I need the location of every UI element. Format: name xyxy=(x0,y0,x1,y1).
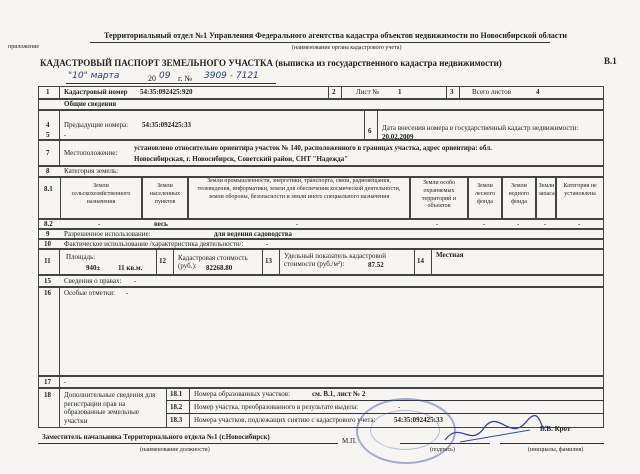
cat-value-2: весь xyxy=(154,220,168,228)
cat-value-3: - xyxy=(296,220,299,228)
org-title: Территориальный отдел №1 Управления Федерального агентства кадастра объектов недвижимости по Новосибирской области xyxy=(104,31,568,40)
row-13-num: 13 xyxy=(265,257,272,265)
general-row xyxy=(38,99,604,110)
cat-value-4: - xyxy=(436,220,439,228)
date-label: 20 xyxy=(148,74,156,83)
row-5-value: - xyxy=(64,131,67,139)
row-16-num: 16 xyxy=(44,289,51,297)
total-value: 4 xyxy=(536,88,540,96)
r182-label: Номер участка, преобразованного в результате выдела: xyxy=(194,403,359,411)
sheet-value: 1 xyxy=(398,88,402,96)
row-18-3-num: 18.3 xyxy=(170,416,183,424)
row-7-num: 7 xyxy=(46,149,50,157)
cad-label: Кадастровый номер xyxy=(64,88,128,96)
area-value: 940± xyxy=(86,264,101,272)
form-code: В.1 xyxy=(604,56,617,66)
doc-title: КАДАСТРОВЫЙ ПАСПОРТ ЗЕМЕЛЬНОГО УЧАСТКА (выписка из государственного кадастра недвижимости) xyxy=(40,58,502,68)
cat-value-8: - xyxy=(578,220,581,228)
cat-col-8: Категория не установлена xyxy=(563,183,597,198)
row-15 xyxy=(38,275,604,287)
cost-label: Кадастровая стоимость (руб.): xyxy=(178,254,248,271)
mp-label: М.П. xyxy=(342,437,357,445)
number-hand: 3909 - 7121 xyxy=(204,71,259,81)
total-label: Всего листов xyxy=(472,88,512,96)
cat-col-5: Земли лесного фонда xyxy=(475,183,495,206)
cat-col-3: Земли промышленности, энергетики, транспорта, связи, радиовещания, телевидения, информатики, земли для обеспечения космической деятельности, земли обороны, безопасности и земли иного специального назначения xyxy=(197,178,401,200)
row-18-num: 18 xyxy=(44,391,51,399)
row-17-num: 17 xyxy=(44,378,51,386)
loc-value-1: установлено относительно ориентира участок № 140, расположенного в границах участка, адрес ориентира: обл. xyxy=(134,144,492,152)
general-title: Общие сведения xyxy=(64,100,117,108)
date-day-hand: "10" марта xyxy=(68,71,120,81)
sign-caption: (подпись) xyxy=(430,447,455,453)
signer-name: В.В. Крот xyxy=(540,425,571,433)
date-underline xyxy=(66,83,276,84)
cat-label: Категория земель: xyxy=(64,167,119,175)
row-11-num: 11 xyxy=(44,257,51,265)
date-year-hand: 09 xyxy=(159,71,171,81)
row-6-num-cell xyxy=(364,110,378,140)
row-5-num: 5 xyxy=(46,131,50,139)
r181-label: Номера образованных участков: xyxy=(194,390,291,398)
row-16 xyxy=(38,287,604,376)
name-caption: (инициалы, фамилия) xyxy=(528,447,584,453)
cat-value-1: - xyxy=(98,220,101,228)
spec-label: Удельный показатель кадастровой стоимости (руб./м²): xyxy=(284,252,387,269)
org-underline xyxy=(90,42,550,43)
signer-caption: (наименование должности) xyxy=(140,447,210,453)
sheet-label: Лист № xyxy=(356,88,380,96)
cat-col-2: Земли населенных пунктов xyxy=(149,183,181,206)
row-16-num-cell xyxy=(38,287,60,376)
row-14-value: Местная xyxy=(436,251,464,259)
r183-value: 54:35:092425:33 xyxy=(394,416,443,424)
area-tol: 11 кв.м. xyxy=(118,264,143,272)
prev-label: Предыдущие номера: xyxy=(64,121,129,129)
org-caption: (наименование органа кадастрового учета) xyxy=(292,45,402,51)
row-3-num: 3 xyxy=(450,88,454,96)
cat-value-6: - xyxy=(517,220,520,228)
r182-value: - xyxy=(398,403,401,411)
cat-col-4: Земли особо охраняемых территорий и объектов xyxy=(421,180,457,210)
notes-value: - xyxy=(126,289,129,297)
prev-value: 54:35:092425:33 xyxy=(142,121,191,129)
date-entry-value: 20.02.2009 xyxy=(382,133,414,141)
spec-value: 87.52 xyxy=(368,261,384,269)
area-label: Площадь: xyxy=(66,253,96,261)
loc-value-2: Новосибирская, г. Новосибирск, Советский район, СНТ "Надежда" xyxy=(134,155,349,163)
fact-use-label: Фактическое использование /характеристика деятельности/: xyxy=(64,240,244,248)
row-17 xyxy=(38,376,604,388)
notes-label: Особые отметки: xyxy=(64,289,115,297)
cost-value: 82268.80 xyxy=(206,264,233,272)
signer-title: Заместитель начальника Территориального отдела №1 (г.Новосибирск) xyxy=(42,433,270,441)
row-18-1-num: 18.1 xyxy=(170,390,183,398)
cat-col-1: Земли сельскохозяйственного назначения xyxy=(71,183,131,206)
row-12-num: 12 xyxy=(159,257,166,265)
signature-scribble xyxy=(440,412,550,452)
row-4-num: 4 xyxy=(46,121,50,129)
extra-label: Дополнительные сведения для регистрации прав на образованные земельные участки xyxy=(64,391,156,425)
fact-use-value: - xyxy=(266,240,269,248)
row-17-value: - xyxy=(64,378,67,386)
date-entry-label: Дата внесения номера в государственный кадастр недвижимости: xyxy=(382,124,579,132)
row-6-num: 6 xyxy=(368,127,372,135)
cad-value: 54:35:092425:920 xyxy=(140,88,193,96)
perm-use-label: Разрешенное использование: xyxy=(64,230,151,238)
signer-underline xyxy=(38,443,338,444)
row-18-2-num: 18.2 xyxy=(170,403,183,411)
corner-note: приложение xyxy=(8,44,40,50)
row-8-num: 8 xyxy=(46,167,50,175)
row-8-2-num: 8.2 xyxy=(44,220,53,228)
rights-label: Сведения о правах: xyxy=(64,277,122,285)
row-10-num: 10 xyxy=(44,240,51,248)
row-2-num: 2 xyxy=(332,88,336,96)
cat-col-6: Земли водного фонда xyxy=(508,183,530,206)
row-9-num: 9 xyxy=(46,230,50,238)
row-15-num: 15 xyxy=(44,277,51,285)
perm-use-value: для ведения садоводства xyxy=(214,230,293,238)
row-1-num: 1 xyxy=(46,88,50,96)
cat-col-7: Земли запаса xyxy=(538,183,555,198)
cat-value-5: - xyxy=(483,220,486,228)
r183-label: Номера участков, подлежащих снятию с кадастрового учета: xyxy=(194,416,376,424)
loc-label: Местоположение: xyxy=(64,149,118,157)
rights-value: - xyxy=(134,277,137,285)
row-8 xyxy=(38,166,604,177)
r181-value: см. В.1, лист № 2 xyxy=(312,390,366,398)
number-label: г. № xyxy=(178,74,193,83)
cat-value-7: - xyxy=(544,220,547,228)
row-14-num: 14 xyxy=(417,257,424,265)
row-8-1-num: 8.1 xyxy=(44,185,53,193)
